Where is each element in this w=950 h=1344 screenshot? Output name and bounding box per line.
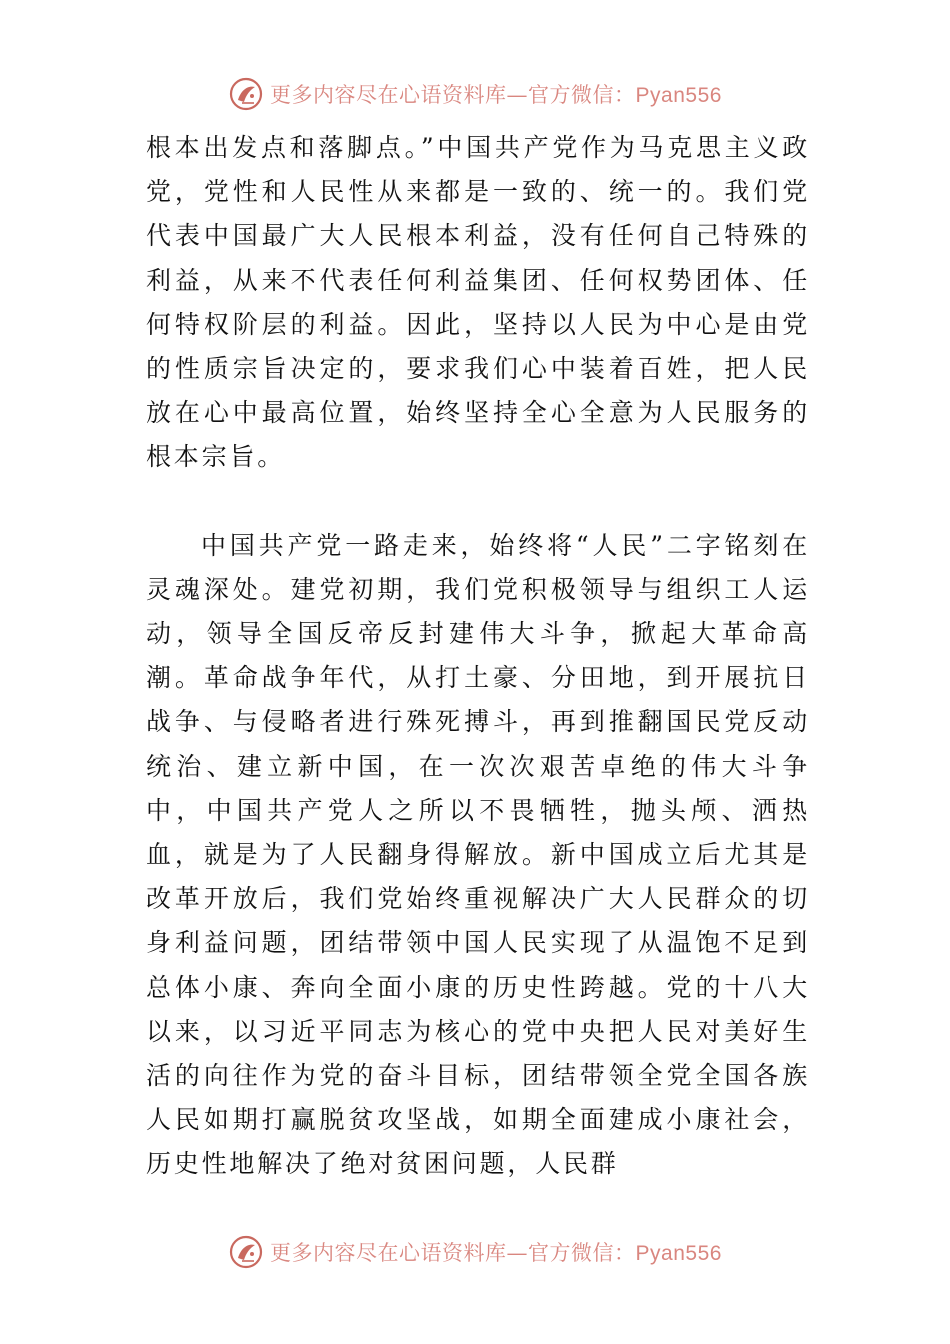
paragraph-1: 根本出发点和落脚点。”中国共产党作为马克思主义政党，党性和人民性从来都是一致的、统一的。我们党代表中国最广大人民根本利益，没有任何自己特殊的利益，从来不代表任何利益集团、任何权势团体、任何特权阶层的利益。因此，坚持以人民为中心是由党的性质宗旨决定的，要求我们心中装着百姓，把人民放在心中最高位置，始终坚持全心全意为人民服务的根本宗旨。 xyxy=(146,133,810,472)
document-body xyxy=(146,126,810,1187)
stamp-seal-icon xyxy=(228,76,264,112)
watermark-text: 更多内容尽在心语资料库—官方微信：Pyan556 xyxy=(270,83,722,107)
watermark-text: 更多内容尽在心语资料库—官方微信：Pyan556 xyxy=(270,1241,722,1265)
stamp-seal-icon xyxy=(228,1234,264,1270)
header-watermark xyxy=(0,74,950,114)
paragraph-2: 中国共产党一路走来，始终将“人民”二字铭刻在灵魂深处。建党初期，我们党积极领导与组织工人运动，领导全国反帝反封建伟大斗争，掀起大革命高潮。革命战争年代，从打土豪、分田地，到开展抗日战争、与侵略者进行殊死搏斗，再到推翻国民党反动统治、建立新中国，在一次次艰苦卓绝的伟大斗争中，中国共产党人之所以不畏牺牲，抛头颅、洒热血，就是为了人民翻身得解放。新中国成立后尤其是改革开放后，我们党始终重视解决广大人民群众的切身利益问题，团结带领中国人民实现了从温饱不足到总体小康、奔向全面小康的历史性跨越。党的十八大以来，以习近平同志为核心的党中央把人民对美好生活的向往作为党的奋斗目标，团结带领全党全国各族人民如期打赢脱贫攻坚战，如期全面建成小康社会，历史性地解决了绝对贫困问题，人民群 xyxy=(146,530,810,1179)
footer-watermark xyxy=(0,1232,950,1272)
paragraph-spacer xyxy=(146,480,810,524)
